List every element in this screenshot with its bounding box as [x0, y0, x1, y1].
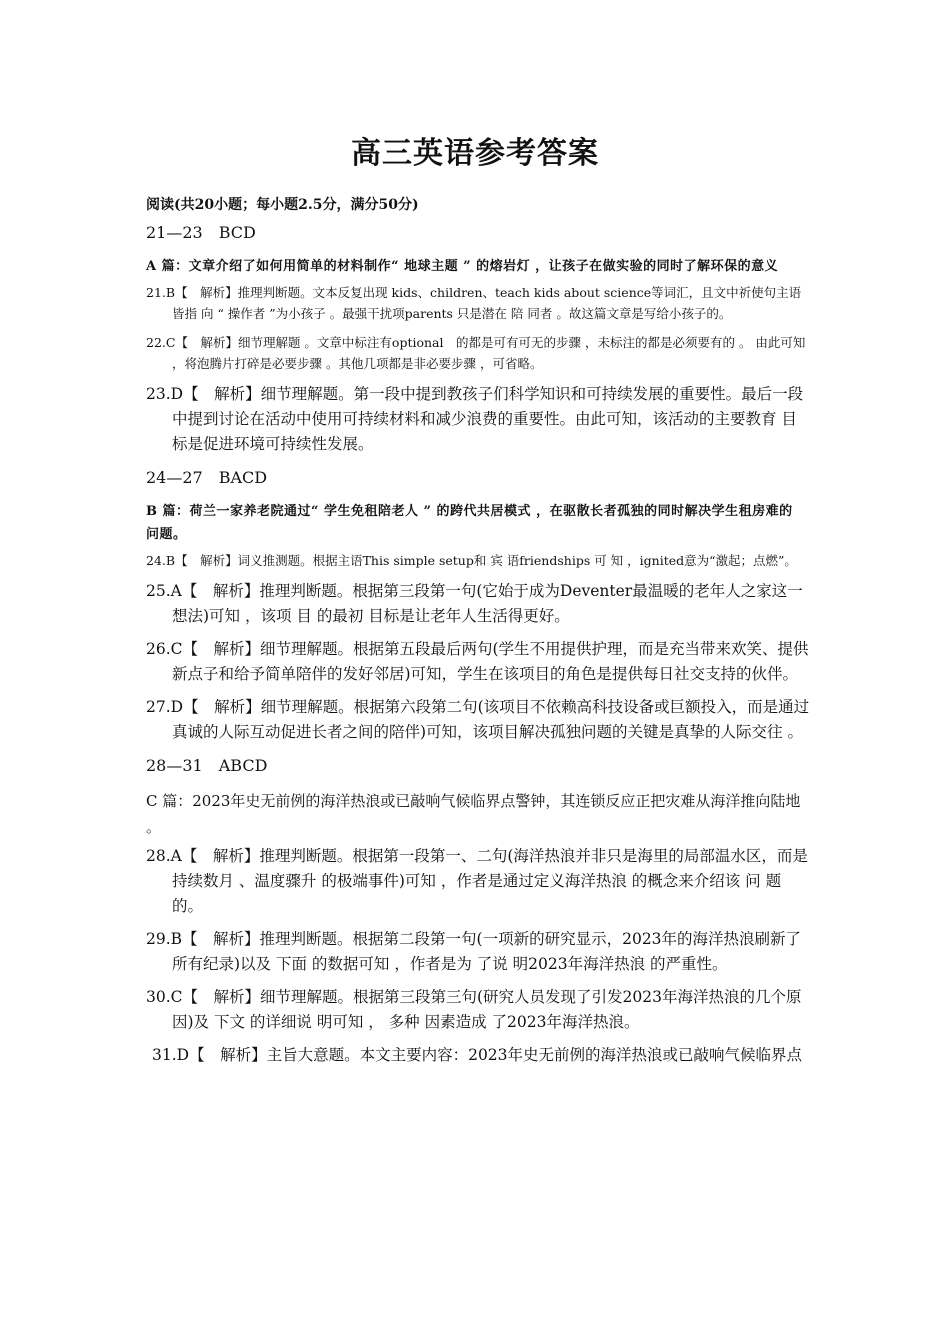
passage-summary-c: C 篇：2023年史无前例的海洋热浪或已敲响气候临界点警钟，其连锁反应正把灾难从海洋推向陆地 。: [146, 792, 801, 836]
answer-item-24: 24.B【 解析】词义推测题。根据主语This simple setup和 宾 语friendships 可 知 ，ignited意为“激起；点燃”。: [146, 553, 797, 568]
answer-item-31: 31.D【 解析】主旨大意题。本文主要内容：2023年史无前例的海洋热浪或已敲响气候临界点: [152, 1046, 803, 1064]
answer-range-a: 21—23 BCD: [146, 223, 256, 242]
passage-summary-b: B 篇：荷兰一家养老院通过“ 学生免租陪老人 ” 的跨代共居模式 ，在驱散长者孤独的同时解决学生租房难的 问题。: [146, 504, 793, 542]
passage-summary-a: A 篇：文章介绍了如何用简单的材料制作“ 地球主题 ” 的熔岩灯 ，让孩子在做实验的同时了解环保的意义: [146, 259, 779, 274]
page-title: 高三英语参考答案: [351, 136, 599, 171]
section-heading: 阅读(共20小题；每小题2.5分，满分50分): [146, 197, 419, 213]
answer-content: [146, 194, 810, 1076]
answer-item-27: 27.D【 解析】细节理解题。根据第六段第二句(该项目不依赖高科技设备或巨额投入，而是通过真诚的人际互动促进长者之间的陪伴)可知，该项目解决孤独问题的关键是真挚的人际交往 。: [146, 698, 810, 741]
answer-item-28: 28.A【 解析】推理判断题。根据第一段第一、二句(海洋热浪并非只是海里的局部温水区，而是持续数月 、温度骤升 的极端事件)可知 ，作者是通过定义海洋热浪 的概念来介绍该 问 题 的。: [146, 847, 808, 915]
answer-range-c: 28—31 ABCD: [146, 756, 268, 775]
answer-item-26: 26.C【 解析】细节理解题。根据第五段最后两句(学生不用提供护理，而是充当带来欢笑、提供新点子和给予简单陪伴的发好邻居)可知，学生在该项目的角色是提供每日社交支持的伙伴。: [146, 640, 809, 683]
answer-range-b: 24—27 BACD: [146, 468, 268, 487]
answer-item-25: 25.A【 解析】推理判断题。根据第三段第一句(它始于成为Deventer最温暖的老年人之家这一想法)可知 ，该项 目 的最初 目标是让老年人生活得更好。: [146, 582, 803, 625]
answer-item-29: 29.B【 解析】推理判断题。根据第二段第一句(一项新的研究显示，2023年的海洋热浪刷新了所有纪录)以及 下面 的数据可知 ，作者是为 了说 明2023年海洋热浪 的严重性。: [146, 930, 802, 973]
answer-item-23: 23.D【 解析】细节理解题。第一段中提到教孩子们科学知识和可持续发展的重要性。最后一段中提到讨论在活动中使用可持续材料和减少浪费的重要性。由此可知，该活动的主要教育 目标是促进环境可持续性发展。: [146, 385, 804, 453]
answer-item-21: 21.B【 解析】推理判断题。文本反复出现 kids、children、teach kids about science等词汇，且文中祈使句主语 皆指 向 “ 操作者 ”为小孩子 。最强干扰项parents 只是潜在 陪 同者 。故这篇文章是写给小孩子的。: [146, 285, 802, 321]
answer-item-30: 30.C【 解析】细节理解题。根据第三段第三句(研究人员发现了引发2023年海洋热浪的几个原 因)及 下文 的详细说 明可知 ， 多种 因素造成 了2023年海洋热浪。: [146, 988, 802, 1031]
answer-item-22: 22.C【 解析】细节理解题 。文章中标注有optional 的都是可有可无的步骤 ，未标注的都是必须要有的 。 由此可知 ，将泡腾片打碎是必要步骤 。其他几项都是非必要步骤 ，可省略。: [146, 335, 806, 371]
